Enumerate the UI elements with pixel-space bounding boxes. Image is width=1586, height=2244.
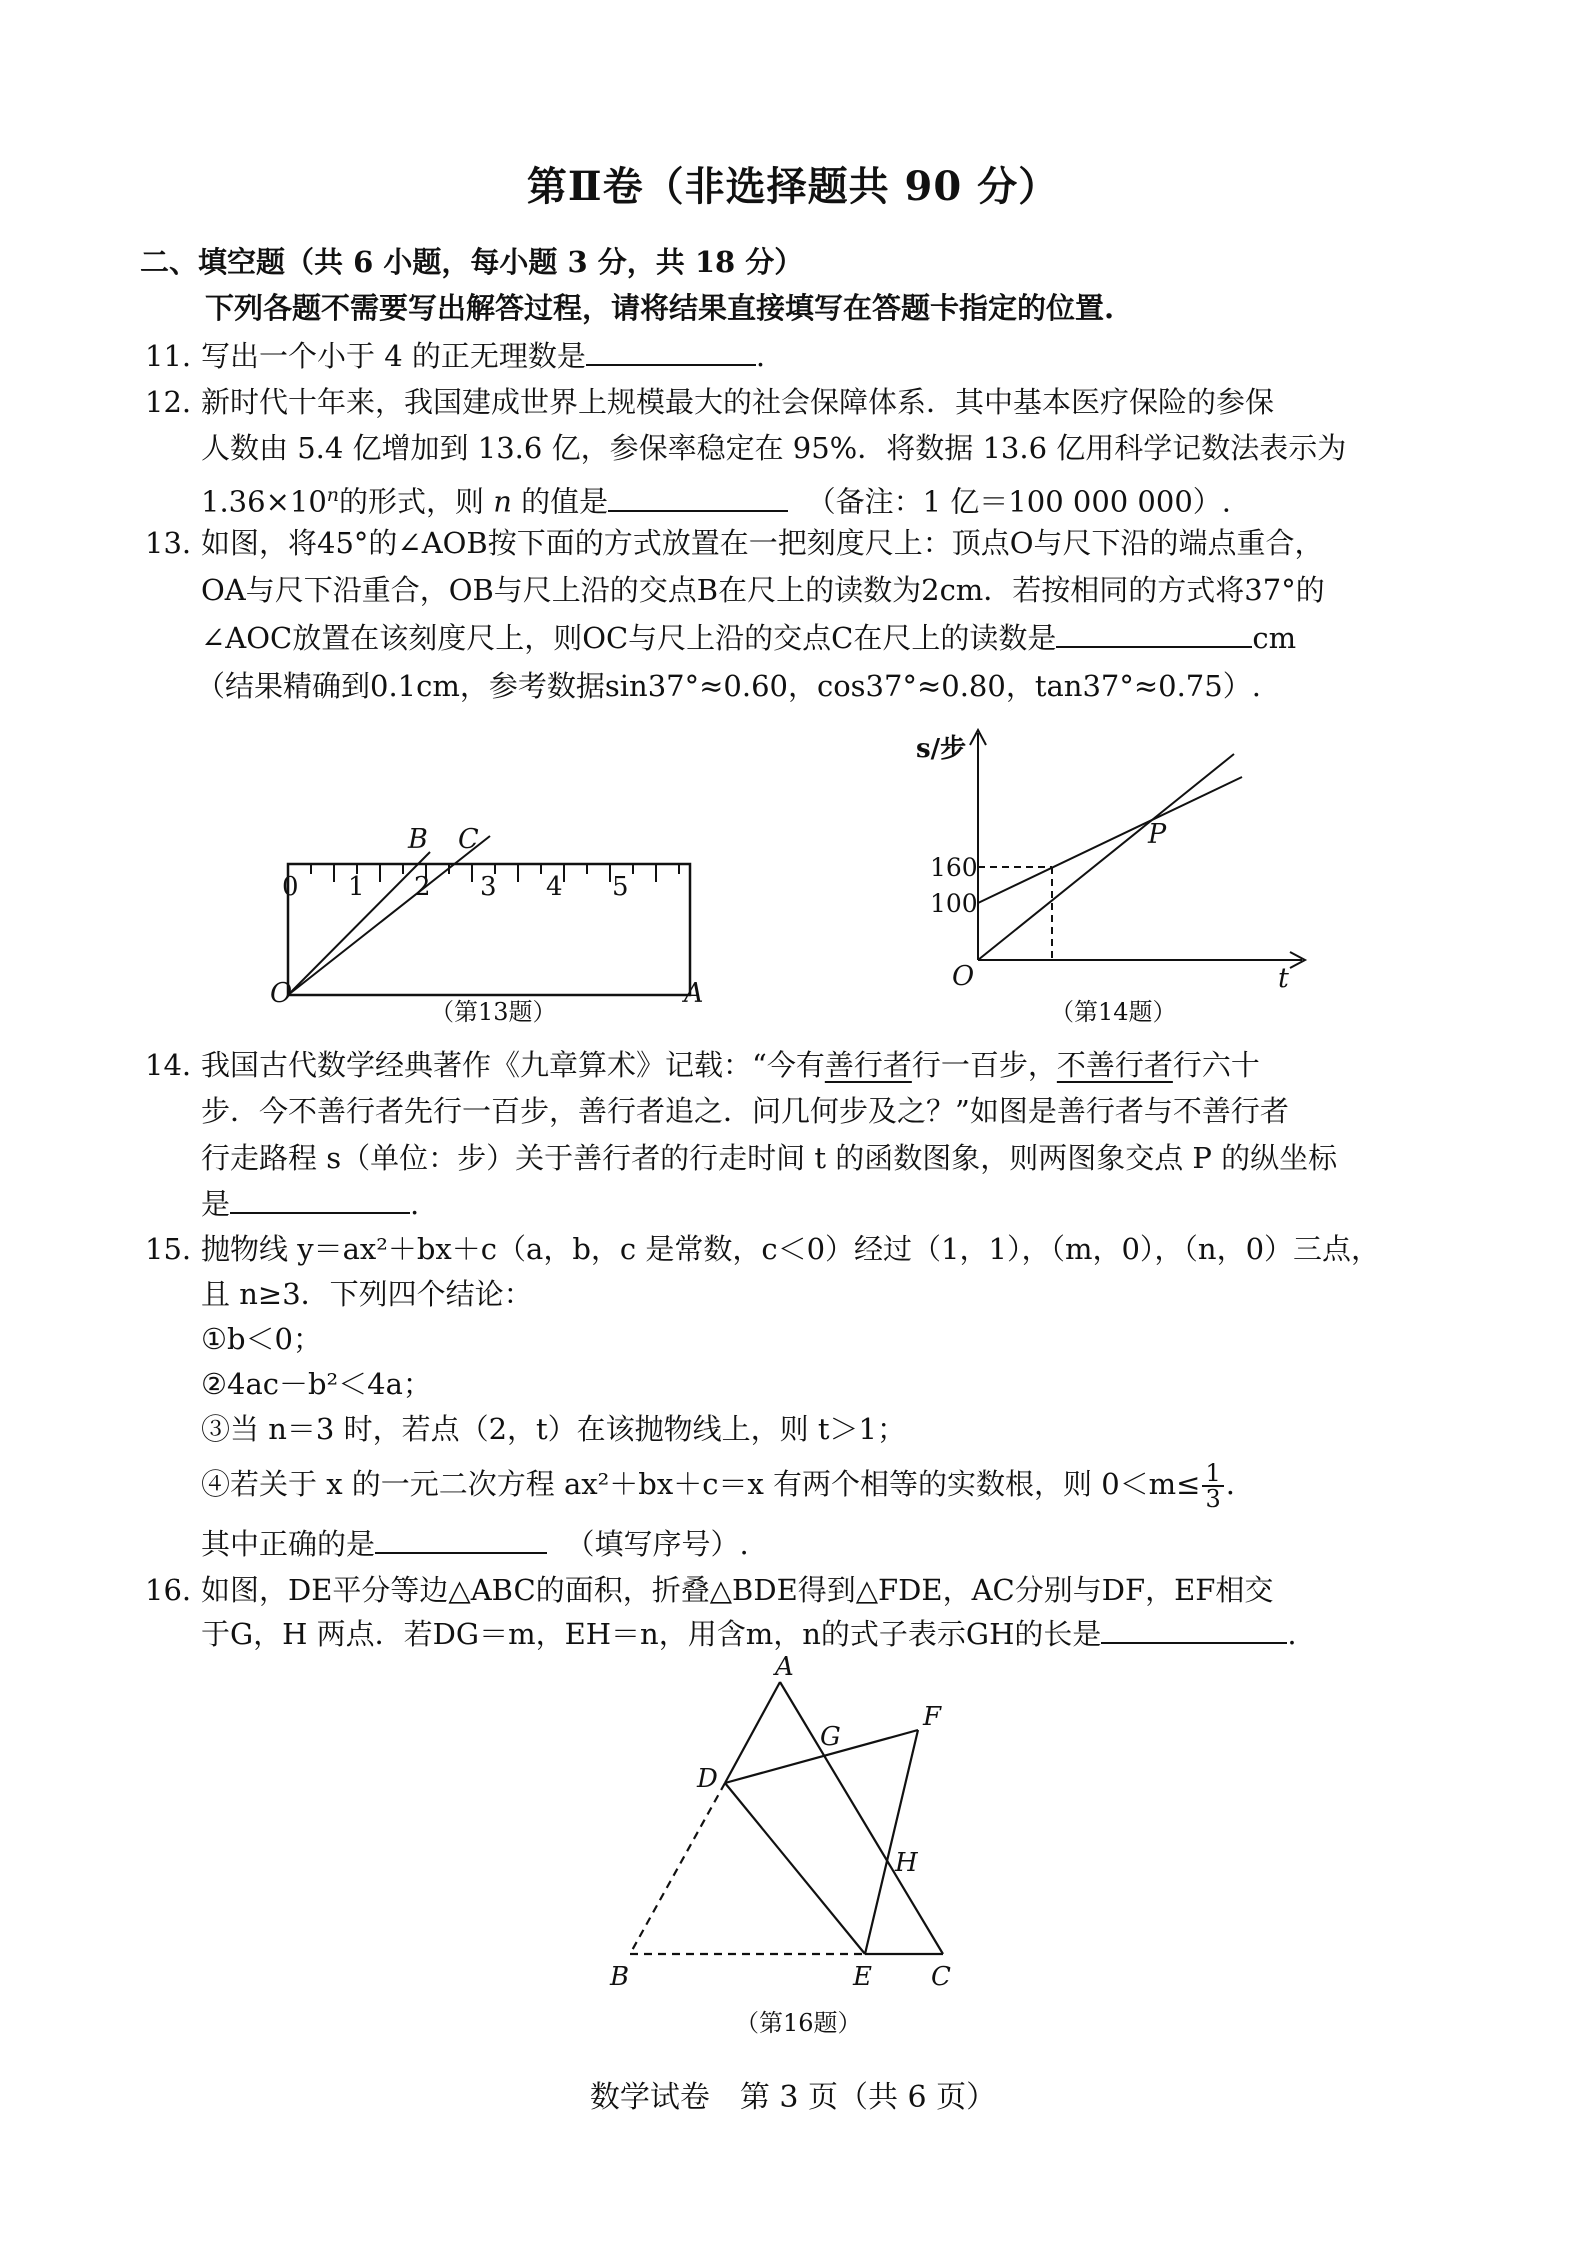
figure-16 [595, 1655, 975, 2000]
figure-14-graph [906, 725, 1326, 995]
answer-blank[interactable] [1101, 1616, 1287, 1644]
label-o: O [270, 978, 293, 1009]
question-text: 写出一个小于 4 的正无理数是 [201, 339, 586, 373]
question-number: 16. [145, 1573, 192, 1607]
question-12-line2: 人数由 5.4 亿增加到 13.6 亿，参保率稳定在 95%．将数据 13.6 亿用科学记数法表示为 [201, 431, 1347, 465]
label-e: E [853, 1962, 872, 1992]
x-axis-label: t [1278, 963, 1289, 994]
question-12-line1: 12. 新时代十年来，我国建成世界上规模最大的社会保障体系．其中基本医疗保险的参保 [145, 382, 1274, 422]
page-title: 第Ⅱ卷（非选择题共 90 分） [526, 163, 1060, 210]
segment-ad [725, 1682, 780, 1783]
figure-16-caption: （第16题） [735, 2009, 862, 2037]
question-number: 12. [145, 385, 192, 419]
question-number: 15. [145, 1232, 192, 1266]
question-12-line3: $1.36\times 10^n$的形式，则 n 的值是 （备注：1 亿＝100 000 000）. [201, 484, 1232, 519]
question-15-line1: 15. 抛物线 y＝ax²＋bx＋c（a，b，c 是常数，c＜0）经过（1，1），（m，0），（n，0）三点， [145, 1229, 1380, 1269]
label-b: B [610, 1962, 630, 1992]
label-c: C [458, 824, 479, 855]
question-number: 14. [145, 1048, 192, 1082]
tick-label: 4 [546, 872, 563, 902]
segment-ac [780, 1682, 943, 1954]
line-oc [288, 836, 490, 995]
label-a: A [775, 1655, 794, 1682]
section-heading: 二、填空题（共 6 小题，每小题 3 分，共 18 分） [140, 245, 804, 279]
conclusion-2: ②4ac－b²＜4a； [201, 1367, 432, 1401]
question-14-line4: 是 . [201, 1187, 420, 1221]
segment-fe [865, 1730, 918, 1954]
tick-label: 3 [480, 872, 497, 902]
line-good-walker [978, 754, 1234, 960]
answer-blank[interactable] [608, 484, 788, 512]
answer-blank[interactable] [1056, 620, 1252, 648]
question-13-line2: OA与尺下沿重合，OB与尺上沿的交点B在尺上的读数为2cm．若按相同的方式将37°的 [201, 573, 1325, 607]
label-g: G [820, 1722, 841, 1752]
y-axis-label: s/步 [916, 734, 967, 764]
question-number: 13. [145, 526, 192, 560]
figure-13 [270, 812, 730, 1012]
question-14-line2: 步．今不善行者先行一百步，善行者追之．问几何步及之？”如图是善行者与不善行者 [201, 1094, 1289, 1128]
conclusion-3: ③当 n＝3 时，若点（2，t）在该抛物线上，则 t＞1； [201, 1412, 906, 1446]
label-c: C [931, 1962, 951, 1992]
origin-label: O [952, 961, 975, 992]
question-14-line3: 行走路程 s（单位：步）关于善行者的行走时间 t 的函数图象，则两图象交点 P 的纵坐标 [201, 1141, 1338, 1175]
y-tick-100: 100 [930, 889, 978, 918]
label-a: A [684, 978, 704, 1009]
question-16-line1: 16. 如图，DE平分等边△ABC的面积，折叠△BDE得到△FDE，AC分别与DF，EF相交 [145, 1570, 1273, 1610]
y-tick-160: 160 [930, 853, 978, 882]
question-13-line1: 13. 如图，将45°的∠AOB按下面的方式放置在一把刻度尺上：顶点O与尺下沿的端点重合， [145, 523, 1324, 563]
tick-label: 1 [348, 872, 365, 902]
tick-label: 2 [414, 872, 431, 902]
fraction-one-third: $\frac{1}{3}$ [1202, 1461, 1223, 1511]
label-d: D [697, 1764, 718, 1794]
figure-14-caption: （第14题） [1050, 998, 1177, 1026]
tick-label: 5 [612, 872, 629, 902]
point-p-label: P [1148, 819, 1167, 850]
conclusion-4: ④若关于 x 的一元二次方程 ax²＋bx＋c＝x 有两个相等的实数根，则 0＜m≤ $\frac{1}{3}$ . [201, 1459, 1235, 1513]
figure-13-caption: （第13题） [430, 998, 557, 1026]
question-14-line1: 14. 我国古代数学经典著作《九章算术》记载：“今有善行者行一百步，不善行者行六十 [145, 1045, 1260, 1085]
conclusion-1: ①b＜0； [201, 1322, 323, 1356]
line-poor-walker [978, 777, 1242, 903]
question-16-line2: 于G，H 两点．若DG＝m，EH＝n，用含m，n的式子表示GH的长是 . [201, 1617, 1297, 1651]
question-11: 11. 写出一个小于 4 的正无理数是 . [145, 336, 765, 376]
question-13-line4: （结果精确到0.1cm，参考数据sin37°≈0.60，cos37°≈0.80，tan37°≈0.75）. [196, 669, 1261, 703]
tick-label: 0 [282, 872, 299, 902]
answer-blank[interactable] [375, 1526, 547, 1554]
question-13-line3: ∠AOC放置在该刻度尺上，则OC与尺上沿的交点C在尺上的读数是 cm [201, 621, 1297, 655]
question-15-answer: 其中正确的是 （填写序号）. [201, 1527, 749, 1561]
page-footer: 数学试卷 第 3 页（共 6 页） [589, 2080, 997, 2115]
question-number: 11. [145, 339, 192, 373]
label-b: B [408, 824, 428, 855]
answer-blank[interactable] [586, 338, 756, 366]
label-f: F [923, 1702, 942, 1732]
answer-blank[interactable] [230, 1186, 410, 1214]
section-instruction: 下列各题不需要写出解答过程，请将结果直接填写在答题卡指定的位置. [205, 291, 1115, 325]
segment-db-dashed [630, 1783, 725, 1954]
segment-de [725, 1783, 865, 1954]
label-h: H [895, 1848, 918, 1878]
question-15-line2: 且 n≥3．下列四个结论： [201, 1277, 533, 1311]
